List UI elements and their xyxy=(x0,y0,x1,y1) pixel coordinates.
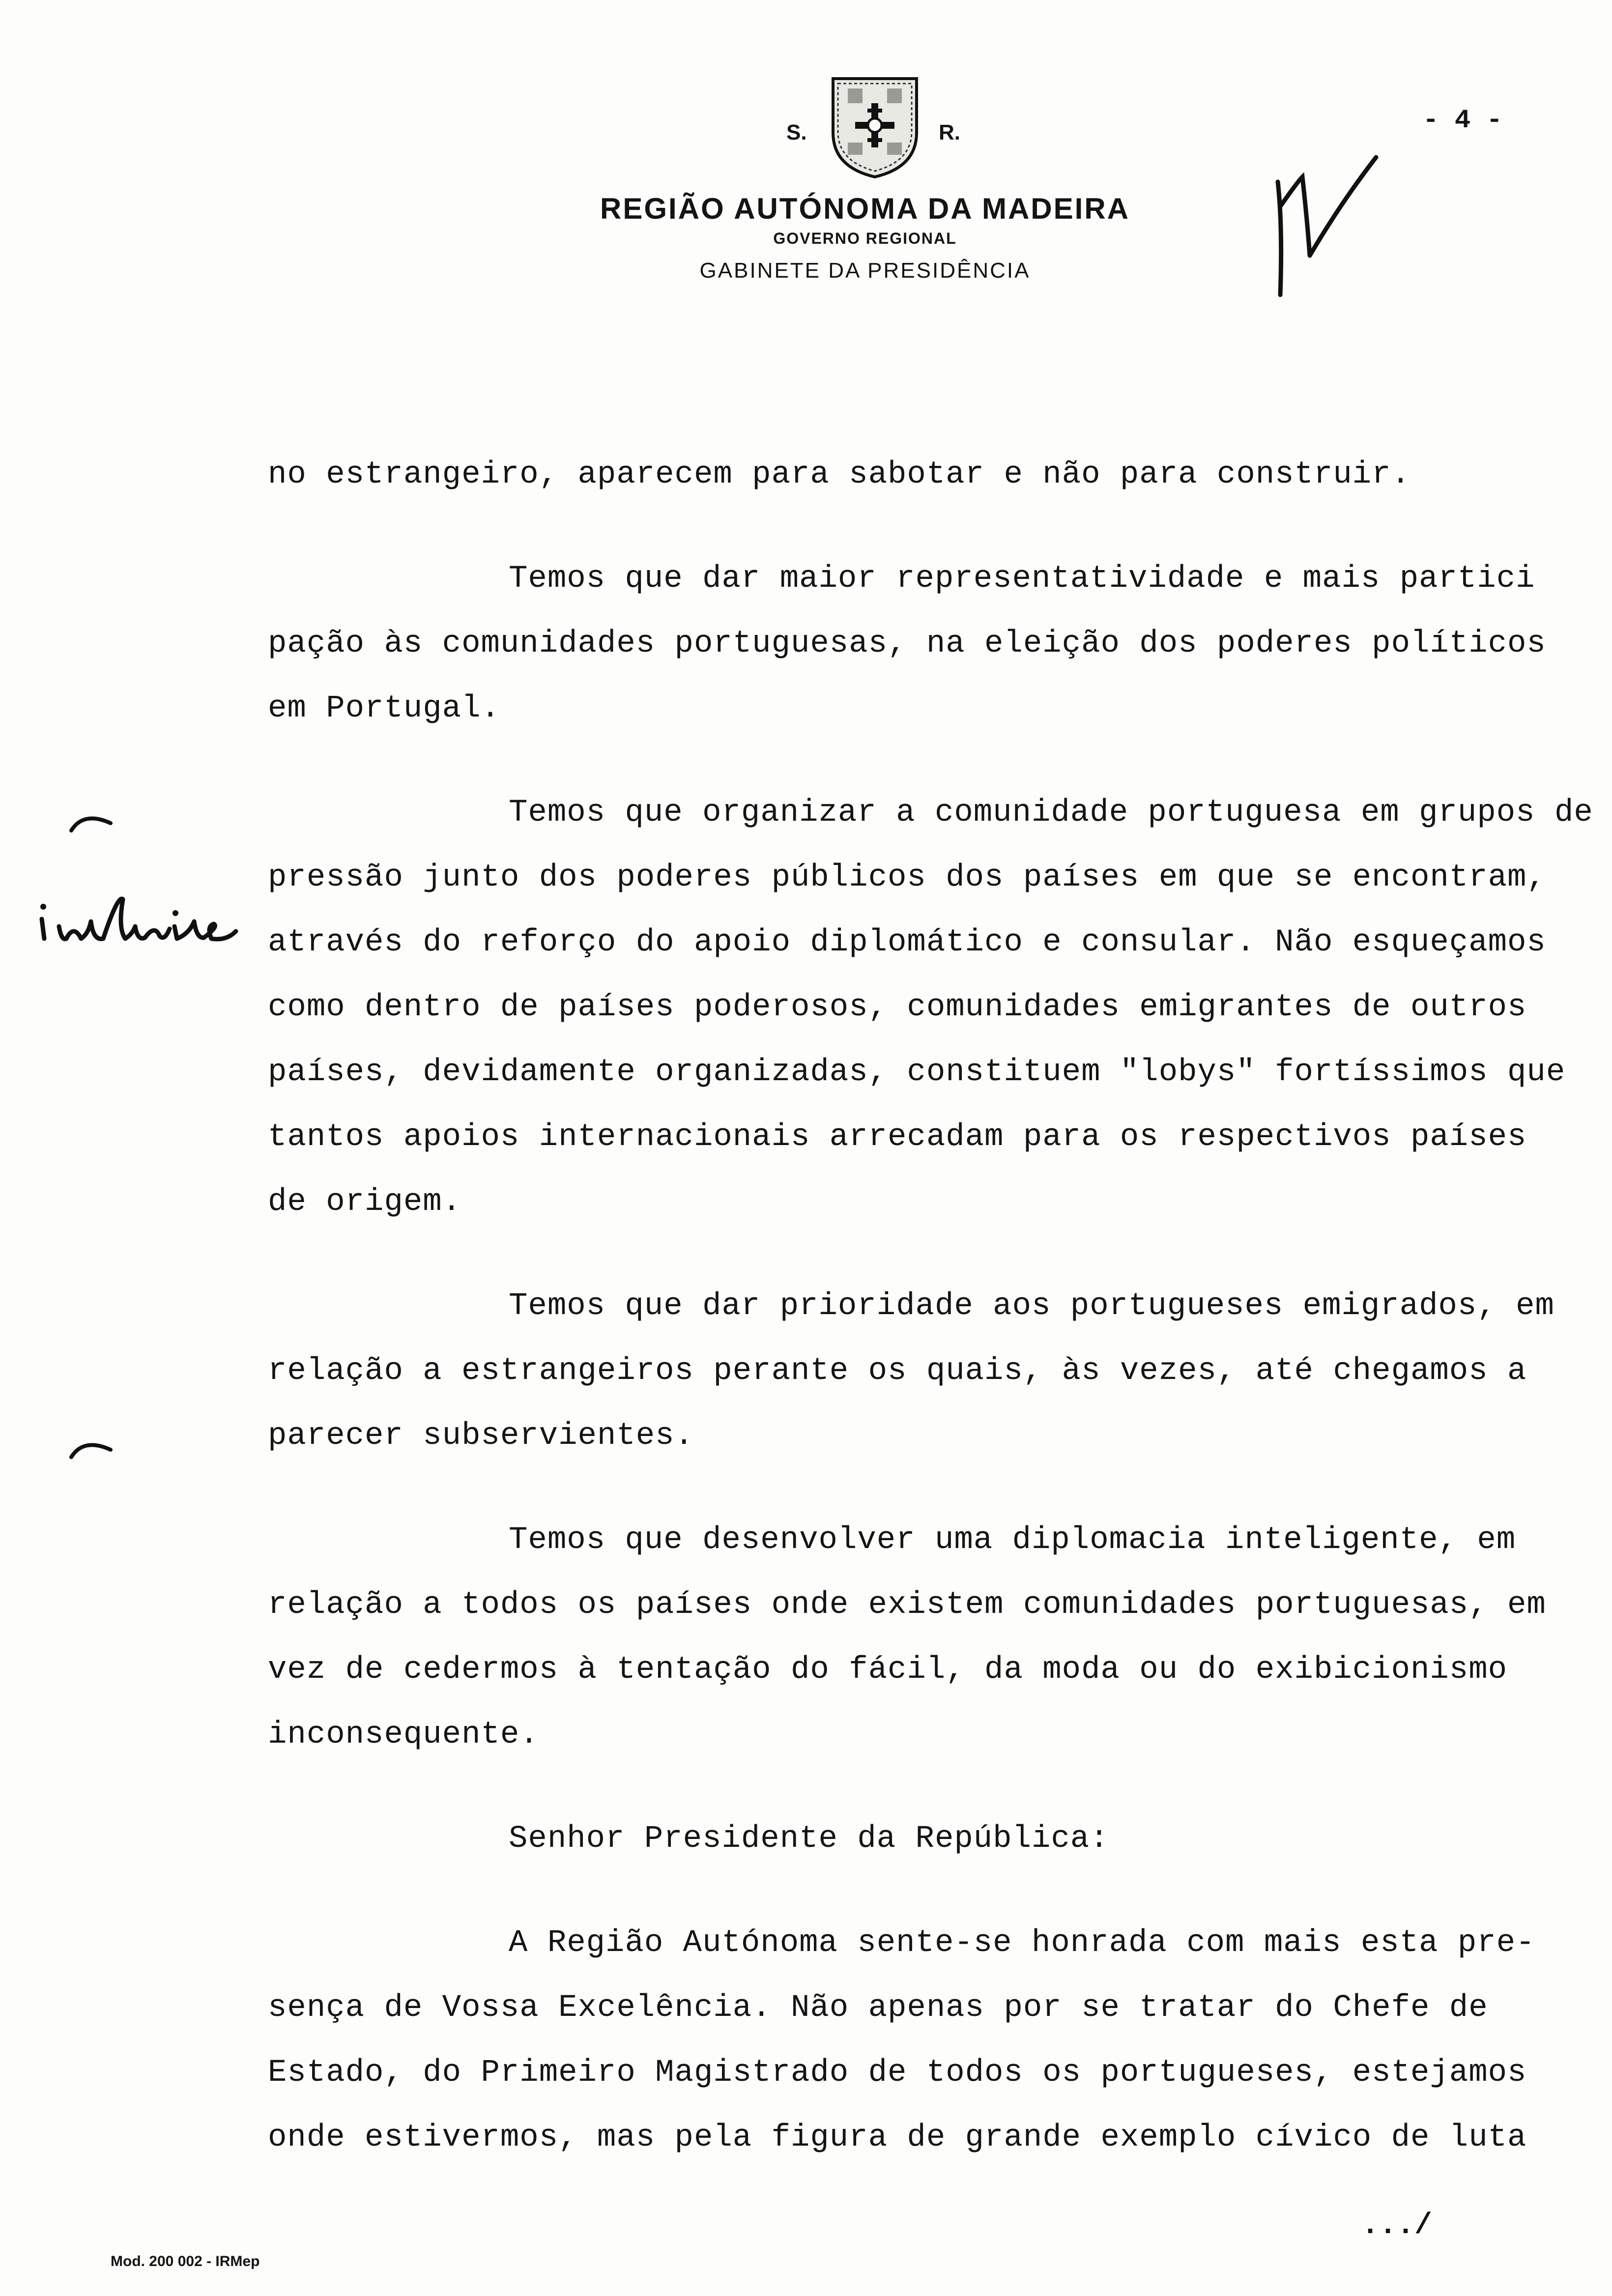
continuation-mark: .../ xyxy=(1361,2209,1433,2242)
text-line: vez de cedermos à tentação do fácil, da moda ou do exibicionismo xyxy=(268,1652,1507,1688)
letterhead-title: REGIÃO AUTÓNOMA DA MADEIRA xyxy=(600,192,1130,225)
margin-mark-icon xyxy=(69,808,113,833)
text-line: Temos que organizar a comunidade portuguesa em grupos de xyxy=(509,795,1593,831)
text-line: relação a estrangeiros perante os quais, às vezes, até chegamos a xyxy=(268,1353,1527,1389)
text-line: relação a todos os países onde existem comunidades portuguesas, em xyxy=(268,1587,1546,1623)
text-line: no estrangeiro, aparecem para sabotar e não para construir. xyxy=(268,457,1410,492)
text-line: Temos que dar maior representatividade e mais partici xyxy=(509,561,1535,597)
text-line: parecer subservientes. xyxy=(268,1418,694,1454)
text-line: como dentro de países poderosos, comunidades emigrantes de outros xyxy=(268,990,1527,1025)
text-line: tantos apoios internacionais arrecadam para os respectivos países xyxy=(268,1119,1527,1155)
form-code: Mod. 200 002 - IRMep xyxy=(111,2253,260,2269)
letterhead-subtitle: GOVERNO REGIONAL xyxy=(773,230,957,247)
letter-body xyxy=(268,442,1593,2170)
page-number: - 4 - xyxy=(1423,106,1503,136)
letterhead xyxy=(580,74,1150,283)
margin-handwritten-note-icon xyxy=(34,880,241,948)
letterhead-initial-left: S. xyxy=(786,120,807,144)
text-line: Temos que dar prioridade aos portugueses emigrados, em xyxy=(509,1289,1554,1324)
letterhead-initial-right: R. xyxy=(939,120,960,144)
text-line: através do reforço do apoio diplomático e consular. Não esqueçamos xyxy=(268,925,1546,960)
crest-row xyxy=(580,74,1150,172)
text-line: sença de Vossa Excelência. Não apenas por se tratar do Chefe de xyxy=(268,1990,1488,2026)
text-line: onde estivermos, mas pela figura de grande exemplo cívico de luta xyxy=(268,2120,1527,2155)
handwritten-initials-icon xyxy=(1258,147,1386,310)
text-line: pação às comunidades portuguesas, na eleição dos poderes políticos xyxy=(268,626,1546,661)
text-line: em Portugal. xyxy=(268,691,500,726)
text-line: Temos que desenvolver uma diplomacia inteligente, em xyxy=(509,1522,1516,1558)
text-line: A Região Autónoma sente-se honrada com mais esta pre- xyxy=(509,1925,1535,1961)
text-line: pressão junto dos poderes públicos dos países em que se encontram, xyxy=(268,860,1546,895)
text-line: Estado, do Primeiro Magistrado de todos os portugueses, estejamos xyxy=(268,2055,1527,2091)
salutation: Senhor Presidente da República: xyxy=(509,1821,1109,1857)
text-line: inconsequente. xyxy=(268,1717,539,1752)
letterhead-office: GABINETE DA PRESIDÊNCIA xyxy=(699,258,1031,283)
margin-mark-icon xyxy=(69,1435,113,1460)
coat-of-arms-icon xyxy=(828,74,921,179)
text-line: países, devidamente organizadas, constituem "lobys" fortíssimos que xyxy=(268,1055,1566,1090)
text-line: de origem. xyxy=(268,1184,462,1220)
